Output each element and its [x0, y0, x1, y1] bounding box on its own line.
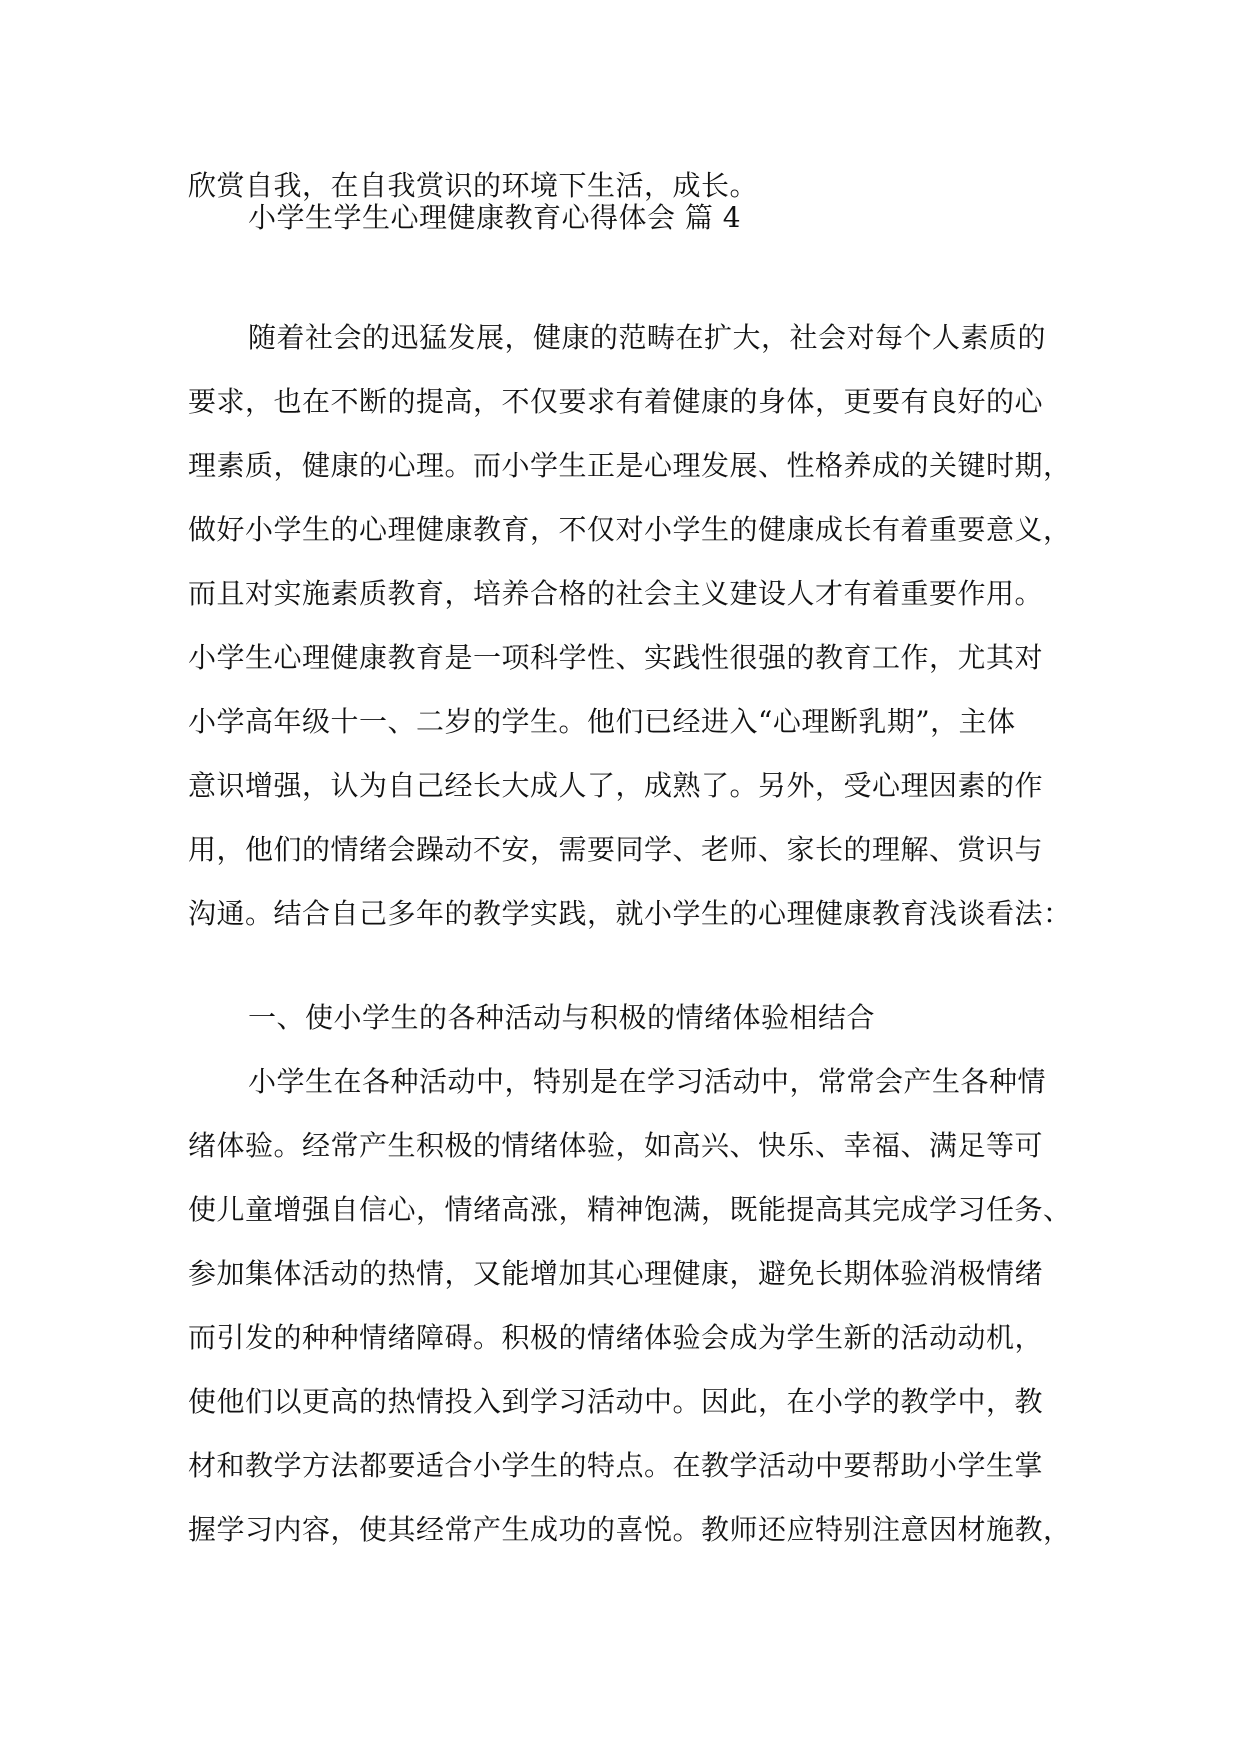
paragraph-1-line: 要求，也在不断的提高，不仅要求有着健康的身体，更要有良好的心: [188, 385, 1044, 418]
paragraph-1-line: 而且对实施素质教育，培养合格的社会主义建设人才有着重要作用。: [188, 577, 1044, 610]
paragraph-2-line: 使儿童增强自信心，情绪高涨，精神饱满，既能提高其完成学习任务、: [188, 1193, 1072, 1226]
paragraph-1-line: 小学生心理健康教育是一项科学性、实践性很强的教育工作，尤其对: [188, 641, 1044, 674]
paragraph-2: [188, 1050, 1072, 1562]
paragraph-2-line: 参加集体活动的热情，又能增加其心理健康，避免长期体验消极情绪: [188, 1257, 1044, 1290]
paragraph-1-line: 小学高年级十一、二岁的学生。他们已经进入“心理断乳期”，主体: [188, 705, 1016, 738]
section-1-title: 一、使小学生的各种活动与积极的情绪体验相结合: [248, 1001, 876, 1034]
paragraph-1-line: 随着社会的迅猛发展，健康的范畴在扩大，社会对每个人素质的: [248, 321, 1047, 354]
paragraph-2-line: 小学生在各种活动中，特别是在学习活动中，常常会产生各种情: [248, 1065, 1047, 1098]
continuation-line: 欣赏自我，在自我赏识的环境下生活，成长。: [188, 169, 759, 202]
paragraph-2-line: 绪体验。经常产生积极的情绪体验，如高兴、快乐、幸福、满足等可: [188, 1129, 1044, 1162]
paragraph-1-line: 理素质，健康的心理。而小学生正是心理发展、性格养成的关键时期，: [188, 449, 1072, 482]
paragraph-2-line: 使他们以更高的热情投入到学习活动中。因此，在小学的教学中，教: [188, 1385, 1044, 1418]
paragraph-1-line: 意识增强，认为自己经长大成人了，成熟了。另外，受心理因素的作: [188, 769, 1044, 802]
paragraph-2-line: 而引发的种种情绪障碍。积极的情绪体验会成为学生新的活动动机，: [188, 1321, 1044, 1354]
paragraph-2-line: 材和教学方法都要适合小学生的特点。在教学活动中要帮助小学生掌: [188, 1449, 1044, 1482]
paragraph-1: [188, 306, 1072, 946]
article-heading: 小学生学生心理健康教育心得体会 篇 4: [248, 201, 742, 234]
paragraph-1-line: 沟通。结合自己多年的教学实践，就小学生的心理健康教育浅谈看法：: [188, 897, 1072, 930]
paragraph-2-line: 握学习内容，使其经常产生成功的喜悦。教师还应特别注意因材施教，: [188, 1513, 1072, 1546]
paragraph-1-line: 用，他们的情绪会躁动不安，需要同学、老师、家长的理解、赏识与: [188, 833, 1044, 866]
paragraph-1-line: 做好小学生的心理健康教育，不仅对小学生的健康成长有着重要意义，: [188, 513, 1072, 546]
